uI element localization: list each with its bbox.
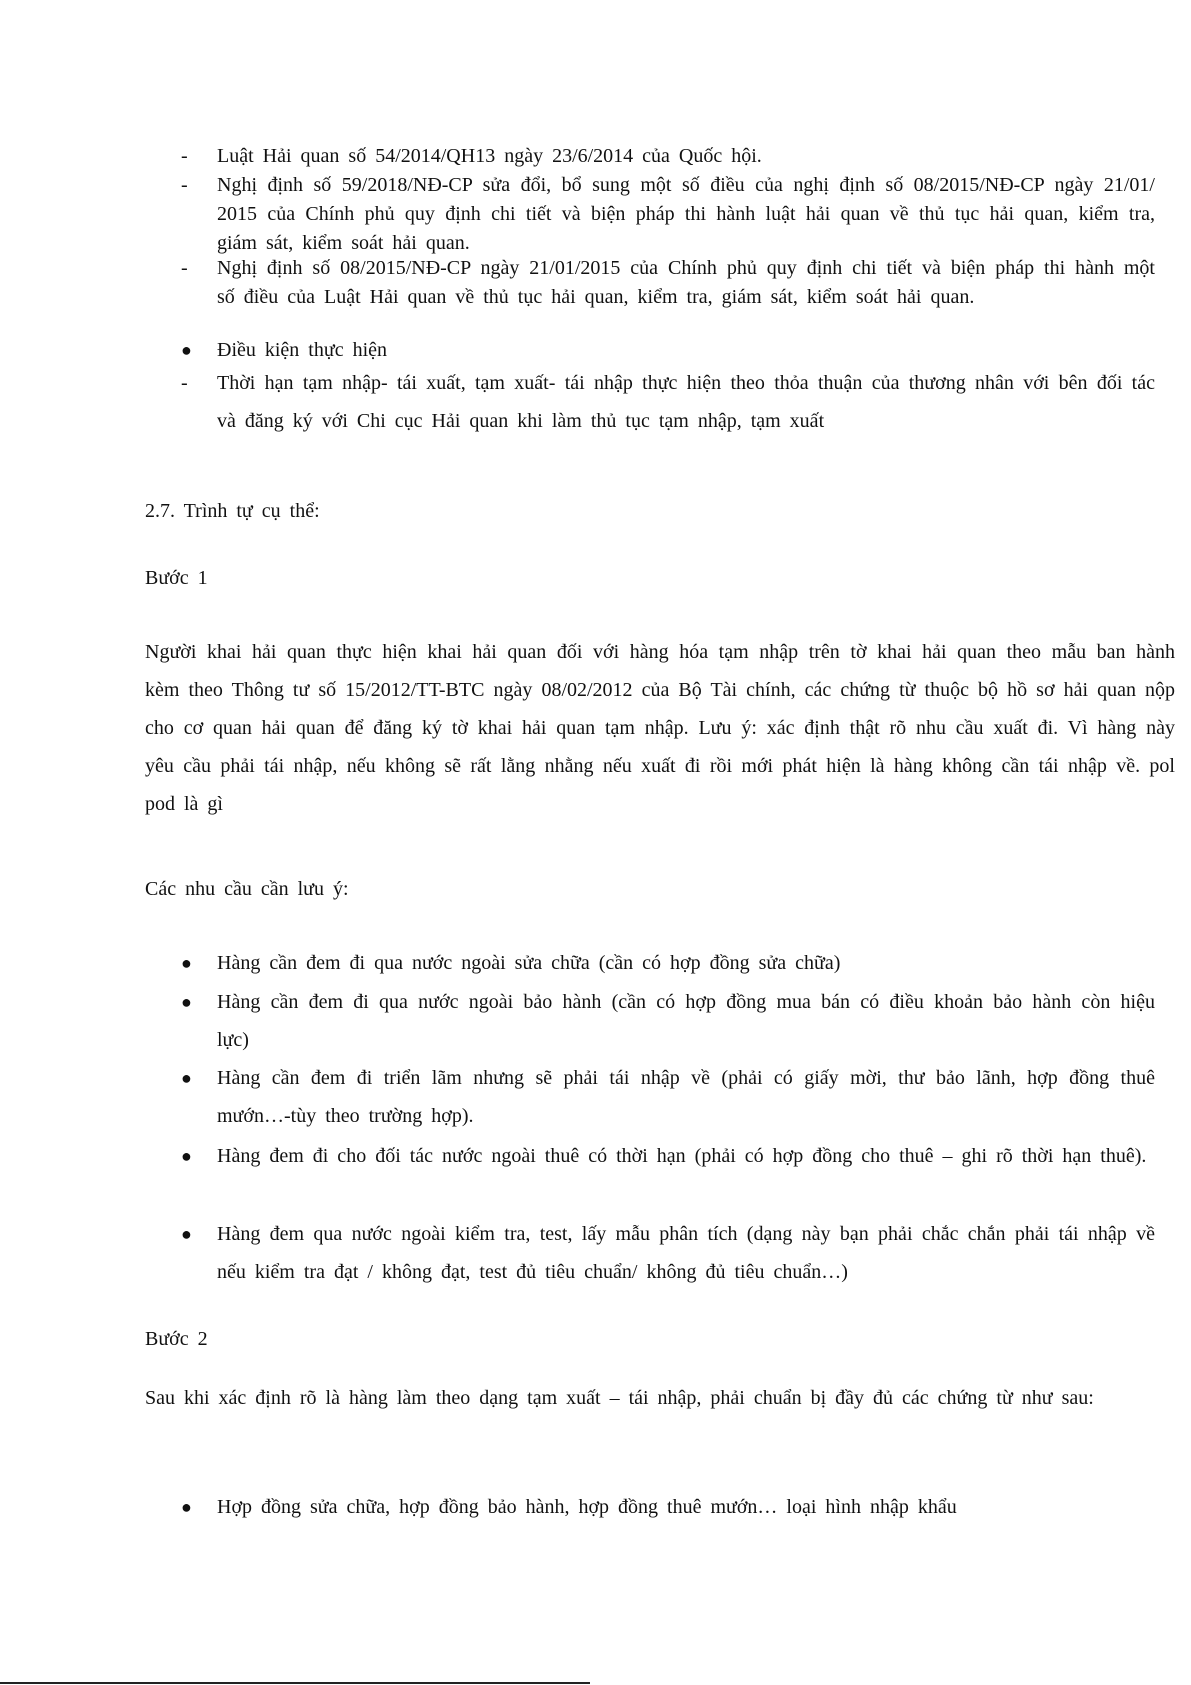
needs-item bbox=[145, 1059, 1155, 1135]
bullet-marker: ● bbox=[181, 340, 192, 360]
step1-paragraph: Người khai hải quan thực hiện khai hải quan đối với hàng hóa tạm nhập trên tờ khai hải quan theo mẫu ban hành kèm theo Thông tư số 15/2012/TT-BTC ngày 08/02/2012 của Bộ Tài chính, các chứng từ thuộc bộ hồ sơ hải quan nộp cho cơ quan hải quan để đăng ký tờ khai hải quan tạm nhập. Lưu ý: xác định thật rõ nhu cầu xuất đi. Vì hàng này yêu cầu phải tái nhập, nếu không sẽ rất lằng nhằng nếu xuất đi rồi mới phát hiện là hàng không cần tái nhập về. pol pod là gì bbox=[145, 641, 1175, 815]
needs-item bbox=[145, 1137, 1155, 1175]
legal-basis-text: Nghị định số 59/2018/NĐ-CP sửa đổi, bổ sung một số điều của nghị định số 08/2015/NĐ-CP ngày 21/01/ 2015 của Chính phủ quy định chi tiết và biện pháp thi hành luật hải quan về thủ tục hải quan, kiểm tra, giám sát, kiểm soát hải quan. bbox=[217, 174, 1155, 254]
conditions-text: Thời hạn tạm nhập- tái xuất, tạm xuất- tái nhập thực hiện theo thỏa thuận của thương nhân với bên đối tác và đăng ký với Chi cục Hải quan khi làm thủ tục tạm nhập, tạm xuất bbox=[217, 372, 1155, 432]
conditions-item bbox=[145, 364, 1155, 440]
dash-marker: - bbox=[181, 372, 188, 394]
legal-basis-item bbox=[145, 142, 1155, 171]
needs-text: Hàng đem đi cho đối tác nước ngoài thuê có thời hạn (phải có hợp đồng cho thuê – ghi rõ thời hạn thuê). bbox=[217, 1145, 1147, 1167]
step2-paragraph: Sau khi xác định rõ là hàng làm theo dạng tạm xuất – tái nhập, phải chuẩn bị đầy đủ các chứng từ như sau: bbox=[145, 1387, 1094, 1409]
needs-text: Hàng cần đem đi qua nước ngoài sửa chữa (cần có hợp đồng sửa chữa) bbox=[217, 952, 841, 974]
bullet-marker: ● bbox=[181, 1224, 192, 1244]
dash-marker: - bbox=[181, 145, 188, 167]
bullet-marker: ● bbox=[181, 1146, 192, 1166]
bullet-marker: ● bbox=[181, 992, 192, 1012]
needs-text: Hàng cần đem đi qua nước ngoài bảo hành (cần có hợp đồng mua bán có điều khoản bảo hành còn hiệu lực) bbox=[217, 991, 1155, 1051]
page-bottom-rule bbox=[0, 1682, 590, 1684]
needs-item bbox=[145, 983, 1155, 1059]
needs-item bbox=[145, 944, 1155, 982]
step2-item-text: Hợp đồng sửa chữa, hợp đồng bảo hành, hợp đồng thuê mướn… loại hình nhập khẩu bbox=[217, 1496, 957, 1518]
bullet-marker: ● bbox=[181, 1068, 192, 1088]
legal-basis-item bbox=[145, 254, 1155, 312]
needs-text: Hàng đem qua nước ngoài kiểm tra, test, lấy mẫu phân tích (dạng này bạn phải chắc chắn phải tái nhập về nếu kiểm tra đạt / không đạt, test đủ tiêu chuẩn/ không đủ tiêu chuẩn…) bbox=[217, 1223, 1155, 1283]
conditions-heading-item bbox=[145, 336, 1155, 365]
dash-marker: - bbox=[181, 174, 188, 196]
legal-basis-text: Luật Hải quan số 54/2014/QH13 ngày 23/6/2014 của Quốc hội. bbox=[217, 145, 762, 167]
step1-title: Bước 1 bbox=[145, 567, 208, 589]
bullet-marker: ● bbox=[181, 1497, 192, 1517]
conditions-heading: Điều kiện thực hiện bbox=[217, 339, 388, 361]
step2-title: Bước 2 bbox=[145, 1328, 208, 1350]
legal-basis-item bbox=[145, 171, 1155, 258]
bullet-marker: ● bbox=[181, 953, 192, 973]
dash-marker: - bbox=[181, 257, 188, 279]
needs-item bbox=[145, 1215, 1155, 1291]
needs-text: Hàng cần đem đi triển lãm nhưng sẽ phải tái nhập về (phải có giấy mời, thư bảo lãnh, hợp đồng thuê mướn…-tùy theo trường hợp). bbox=[217, 1067, 1155, 1127]
legal-basis-text: Nghị định số 08/2015/NĐ-CP ngày 21/01/2015 của Chính phủ quy định chi tiết và biện pháp thi hành một số điều của Luật Hải quan về thủ tục hải quan, kiểm tra, giám sát, kiểm soát hải quan. bbox=[217, 257, 1155, 308]
needs-heading: Các nhu cầu cần lưu ý: bbox=[145, 878, 349, 900]
section-heading: 2.7. Trình tự cụ thể: bbox=[145, 500, 320, 522]
step2-item bbox=[145, 1488, 1155, 1526]
